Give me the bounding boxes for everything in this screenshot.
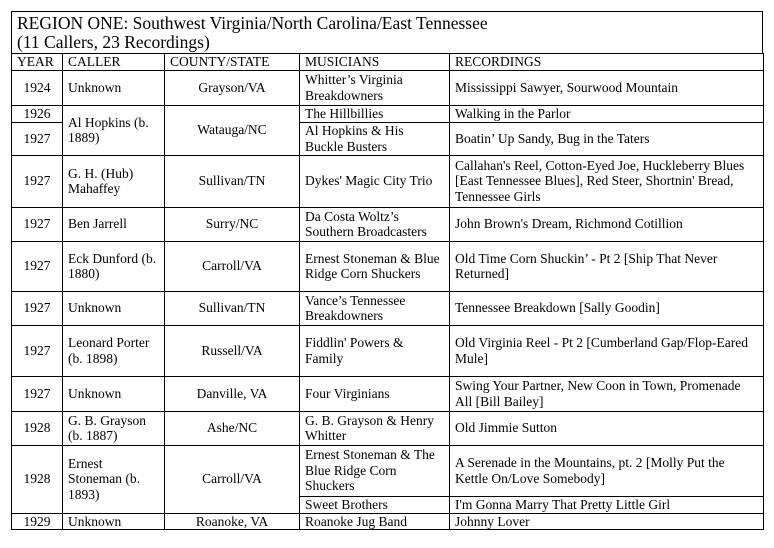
- cell-county: Sullivan/TN: [165, 291, 300, 325]
- header-row: [12, 54, 764, 71]
- header-year: YEAR: [12, 54, 63, 71]
- cell-recordings: Boatin’ Up Sandy, Bug in the Taters: [450, 122, 764, 155]
- table-title-block: [11, 11, 763, 53]
- table-row: [12, 241, 764, 291]
- cell-recordings: Callahan's Reel, Cotton-Eyed Joe, Huckleberry Blues [East Tennessee Blues], Red Steer, Shortnin' Bread, Tennessee Girls: [450, 155, 764, 207]
- cell-county: Roanoke, VA: [165, 513, 300, 530]
- cell-year: 1927: [12, 291, 63, 325]
- cell-recordings: Tennessee Breakdown [Sally Goodin]: [450, 291, 764, 325]
- cell-year: 1927: [12, 207, 63, 241]
- cell-year: 1928: [12, 445, 63, 513]
- cell-recordings: Old Virginia Reel - Pt 2 [Cumberland Gap/Flop-Eared Mule]: [450, 325, 764, 376]
- cell-caller: Unknown: [63, 513, 165, 530]
- cell-county: Surry/NC: [165, 207, 300, 241]
- table-row: [12, 411, 764, 445]
- header-county: COUNTY/STATE: [165, 54, 300, 71]
- cell-musicians: Sweet Brothers: [300, 496, 450, 513]
- cell-caller: Unknown: [63, 291, 165, 325]
- cell-recordings: John Brown's Dream, Richmond Cotillion: [450, 207, 764, 241]
- cell-year: 1927: [12, 325, 63, 376]
- cell-musicians: Dykes' Magic City Trio: [300, 155, 450, 207]
- cell-musicians: Roanoke Jug Band: [300, 513, 450, 530]
- cell-year: 1924: [12, 70, 63, 105]
- cell-musicians: Da Costa Woltz’s Southern Broadcasters: [300, 207, 450, 241]
- cell-caller: Ernest Stoneman (b. 1893): [63, 445, 165, 513]
- cell-caller: Unknown: [63, 70, 165, 105]
- header-caller: CALLER: [63, 54, 165, 71]
- header-recordings: RECORDINGS: [450, 54, 764, 71]
- cell-county: Danville, VA: [165, 376, 300, 411]
- cell-recordings: Walking in the Parlor: [450, 105, 764, 122]
- cell-county: Watauga/NC: [165, 105, 300, 155]
- table-row: [12, 70, 764, 105]
- cell-musicians: Al Hopkins & His Buckle Busters: [300, 122, 450, 155]
- table-row: [12, 207, 764, 241]
- cell-county: Carroll/VA: [165, 241, 300, 291]
- cell-musicians: Whitter’s Virginia Breakdowners: [300, 70, 450, 105]
- cell-year: 1928: [12, 411, 63, 445]
- cell-caller: Leonard Porter (b. 1898): [63, 325, 165, 376]
- cell-recordings: I'm Gonna Marry That Pretty Little Girl: [450, 496, 764, 513]
- table-row: [12, 513, 764, 530]
- cell-year: 1927: [12, 155, 63, 207]
- cell-recordings: Swing Your Partner, New Coon in Town, Promenade All [Bill Bailey]: [450, 376, 764, 411]
- region-table-container: [11, 11, 763, 530]
- cell-musicians: G. B. Grayson & Henry Whitter: [300, 411, 450, 445]
- cell-recordings: Old Time Corn Shuckin’ - Pt 2 [Ship That Never Returned]: [450, 241, 764, 291]
- cell-year: 1927: [12, 122, 63, 155]
- cell-musicians: Ernest Stoneman & Blue Ridge Corn Shuckers: [300, 241, 450, 291]
- cell-caller: Al Hopkins (b. 1889): [63, 105, 165, 155]
- cell-county: Grayson/VA: [165, 70, 300, 105]
- cell-recordings: Johnny Lover: [450, 513, 764, 530]
- region-title: REGION ONE: Southwest Virginia/North Carolina/East Tennessee: [17, 13, 488, 33]
- table-row: [12, 291, 764, 325]
- cell-caller: Eck Dunford (b. 1880): [63, 241, 165, 291]
- cell-year: 1927: [12, 241, 63, 291]
- cell-caller: G. B. Grayson (b. 1887): [63, 411, 165, 445]
- cell-recordings: A Serenade in the Mountains, pt. 2 [Molly Put the Kettle On/Love Somebody]: [450, 445, 764, 496]
- cell-county: Carroll/VA: [165, 445, 300, 513]
- cell-musicians: Four Virginians: [300, 376, 450, 411]
- cell-caller: Unknown: [63, 376, 165, 411]
- table-row: [12, 445, 764, 496]
- table-row: [12, 155, 764, 207]
- cell-county: Sullivan/TN: [165, 155, 300, 207]
- cell-musicians: Fiddlin' Powers & Family: [300, 325, 450, 376]
- cell-recordings: Mississippi Sawyer, Sourwood Mountain: [450, 70, 764, 105]
- cell-caller: Ben Jarrell: [63, 207, 165, 241]
- cell-county: Russell/VA: [165, 325, 300, 376]
- cell-musicians: Ernest Stoneman & The Blue Ridge Corn Shuckers: [300, 445, 450, 496]
- table-row: [12, 105, 764, 122]
- cell-year: 1927: [12, 376, 63, 411]
- cell-year: 1926: [12, 105, 63, 122]
- cell-caller: G. H. (Hub) Mahaffey: [63, 155, 165, 207]
- region-subtitle: (11 Callers, 23 Recordings): [17, 32, 210, 52]
- cell-musicians: Vance’s Tennessee Breakdowners: [300, 291, 450, 325]
- cell-county: Ashe/NC: [165, 411, 300, 445]
- table-row: [12, 376, 764, 411]
- cell-recordings: Old Jimmie Sutton: [450, 411, 764, 445]
- cell-musicians: The Hillbillies: [300, 105, 450, 122]
- table-row: [12, 325, 764, 376]
- cell-year: 1929: [12, 513, 63, 530]
- recordings-table: [11, 53, 764, 530]
- header-musicians: MUSICIANS: [300, 54, 450, 71]
